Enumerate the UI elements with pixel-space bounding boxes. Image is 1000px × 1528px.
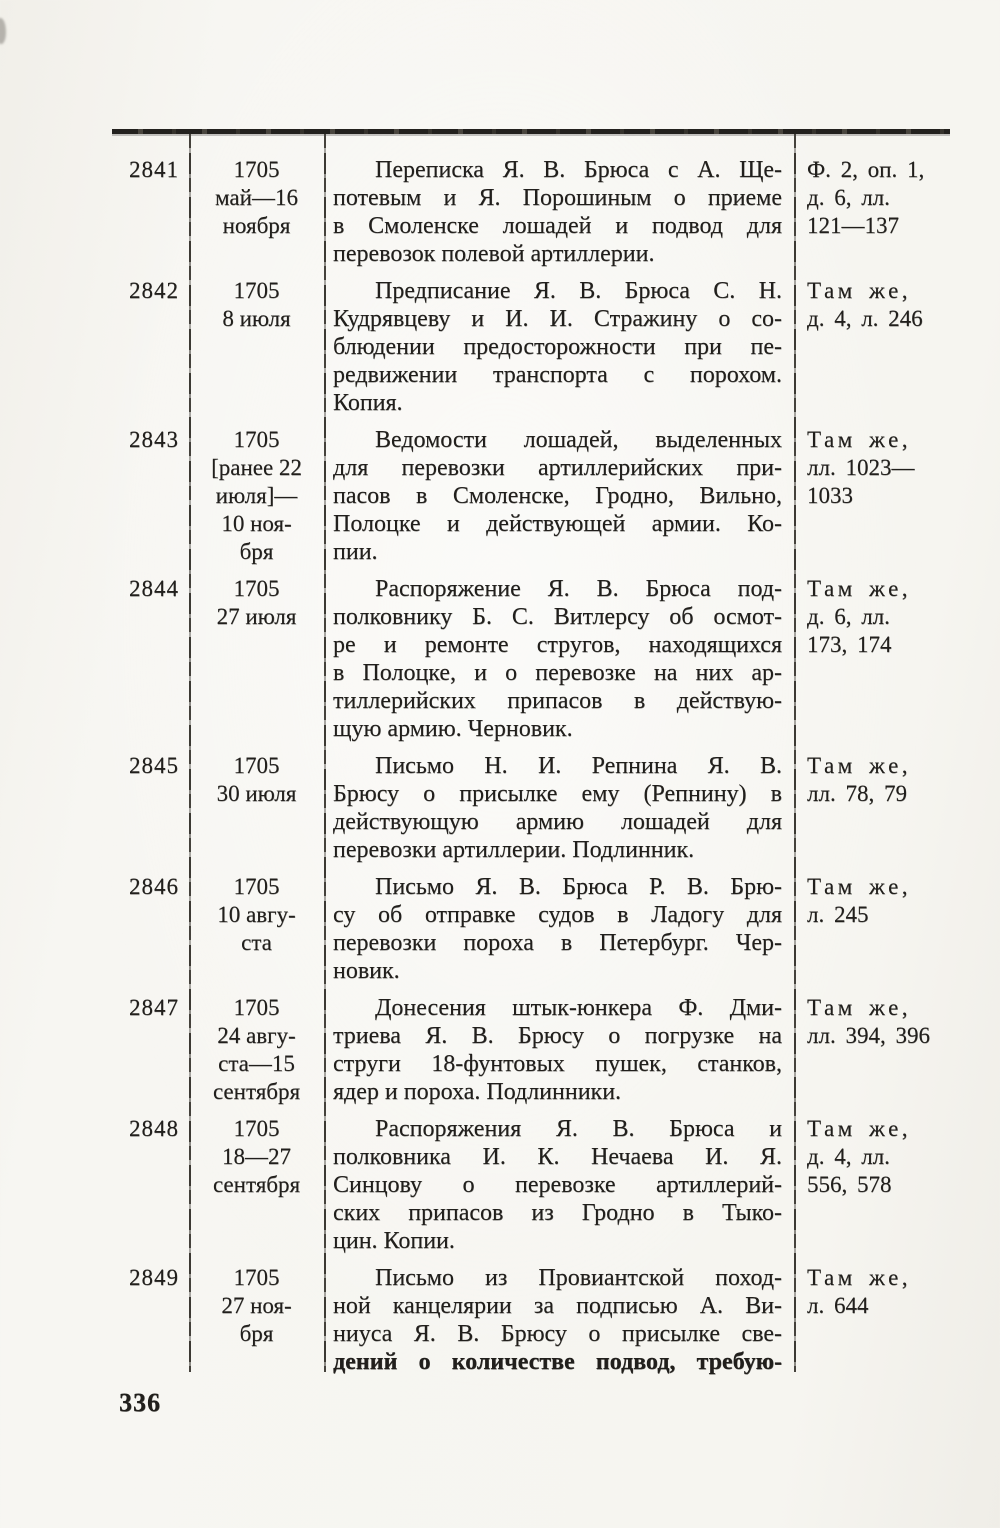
- reference-line: 1033: [807, 483, 853, 508]
- entry-number: 2849: [129, 1265, 179, 1290]
- reference-line: лл. 1023—: [807, 455, 915, 480]
- table-top-rule: [112, 129, 950, 134]
- catalog-entry: [112, 873, 1000, 985]
- entry-date-line: 1705: [233, 874, 280, 899]
- description-line: Копия.: [333, 390, 403, 416]
- entry-reference: [794, 575, 1000, 743]
- description-line: су об отправке судов в Ладогу для: [333, 902, 782, 928]
- entry-number: 2842: [129, 278, 179, 303]
- catalog-entry: [112, 277, 1000, 417]
- entry-reference: [794, 1264, 1000, 1376]
- description-line: пасов в Смоленске, Гродно, Вильно,: [333, 483, 782, 509]
- description-line: блюдении предосторожности при пе-: [333, 334, 782, 360]
- entry-number: 2844: [129, 576, 179, 601]
- entry-date-line: 8 июля: [222, 306, 291, 331]
- entry-date-line: 30 июля: [216, 781, 297, 806]
- catalog-entry: [112, 994, 1000, 1106]
- description-line: в Полоцке, и о перевозке на них ар-: [333, 660, 782, 686]
- entry-date-line: 18—27: [222, 1144, 291, 1169]
- description-line: ядер и пороха. Подлинники.: [333, 1079, 622, 1105]
- description-line: потевым и Я. Порошиным о приеме: [333, 185, 782, 211]
- description-line: Распоряжение Я. В. Брюса под-: [375, 576, 782, 602]
- description-line: Распоряжения Я. В. Брюса и: [375, 1116, 782, 1142]
- description-line: ниуса Я. В. Брюсу о присылке све-: [333, 1321, 782, 1347]
- description-line: цин. Копии.: [333, 1228, 455, 1254]
- entry-number: 2841: [129, 157, 179, 182]
- entry-number: 2843: [129, 427, 179, 452]
- description-line: струги 18-фунтовых пушек, станков,: [333, 1051, 782, 1077]
- reference-line: лл. 78, 79: [807, 781, 907, 806]
- description-line: Ведомости лошадей, выделенных: [375, 427, 782, 453]
- entry-date-line: 1705: [233, 1265, 280, 1290]
- description-line: дений о количестве подвод, требую-: [333, 1349, 782, 1375]
- entry-date: [189, 156, 324, 268]
- entry-date: [189, 994, 324, 1106]
- description-line: Предписание Я. В. Брюса С. Н.: [375, 278, 782, 304]
- reference-line: д. 6, лл.: [807, 604, 890, 629]
- entry-date-line: 1705: [233, 157, 280, 182]
- reference-line: Там же,: [807, 753, 912, 778]
- entry-reference: [794, 277, 1000, 417]
- reference-line: Там же,: [807, 995, 912, 1020]
- entry-date-line: сентября: [212, 1079, 301, 1104]
- description-line: пии.: [333, 539, 378, 565]
- entry-reference: [794, 426, 1000, 566]
- reference-line: Там же,: [807, 1265, 912, 1290]
- entry-date-line: сентября: [212, 1172, 301, 1197]
- description-line: Полоцке и действующей армии. Ко-: [333, 511, 782, 537]
- description-line: ских припасов из Гродно в Тыко-: [333, 1200, 782, 1226]
- entry-date-line: май—16: [215, 185, 298, 210]
- entry-date-line: 1705: [233, 278, 280, 303]
- description-line: Письмо из Провиантской поход-: [375, 1265, 782, 1291]
- reference-line: Там же,: [807, 576, 912, 601]
- entry-date-line: 10 ноя-: [221, 511, 292, 536]
- description-line: полковнику Б. С. Витлерсу об осмот-: [333, 604, 782, 630]
- entry-reference: [794, 156, 1000, 268]
- entry-number: 2848: [129, 1116, 179, 1141]
- description-line: перевозки пороха в Петербург. Чер-: [333, 930, 782, 956]
- entry-date-line: 1705: [233, 753, 280, 778]
- entry-description: [324, 994, 794, 1106]
- reference-line: л. 245: [807, 902, 869, 927]
- entry-description: [324, 156, 794, 268]
- entry-number: 2846: [129, 874, 179, 899]
- entry-date: [189, 426, 324, 566]
- entry-date-line: бря: [239, 1321, 274, 1346]
- description-line: для перевозки артиллерийских при-: [333, 455, 782, 481]
- entry-reference: [794, 1115, 1000, 1255]
- description-line: полковника И. К. Нечаева И. Я.: [333, 1144, 782, 1170]
- page-number: 336: [119, 1388, 161, 1417]
- reference-line: Там же,: [807, 1116, 912, 1141]
- reference-line: л. 644: [807, 1293, 869, 1318]
- description-line: редвижении транспорта с порохом.: [333, 362, 782, 388]
- entry-date-line: ста—15: [218, 1051, 295, 1076]
- catalog-entry: [112, 1115, 1000, 1255]
- description-line: перевозки артиллерии. Подлинник.: [333, 837, 695, 863]
- entry-date-line: июля]—: [215, 483, 298, 508]
- entry-reference: [794, 873, 1000, 985]
- entry-description: [324, 277, 794, 417]
- entry-reference: [794, 752, 1000, 864]
- entry-date-line: 10 авгу-: [217, 902, 296, 927]
- reference-line: 173, 174: [807, 632, 892, 657]
- entry-date-line: ста: [241, 930, 272, 955]
- entry-date-line: 27 июля: [216, 604, 297, 629]
- description-line: Кудрявцеву и И. И. Стражину о со-: [333, 306, 782, 332]
- entry-description: [324, 752, 794, 864]
- entry-date: [189, 575, 324, 743]
- description-line: Письмо Я. В. Брюса Р. В. Брю-: [375, 874, 782, 900]
- entry-number: 2847: [129, 995, 179, 1020]
- entry-date-line: [ранее 22: [211, 455, 302, 480]
- entry-date-line: 1705: [233, 427, 280, 452]
- entry-date-line: 1705: [233, 576, 280, 601]
- entry-date-line: 1705: [233, 1116, 280, 1141]
- reference-line: 121—137: [807, 213, 899, 238]
- entry-description: [324, 1115, 794, 1255]
- entry-date: [189, 873, 324, 985]
- entry-date-line: 1705: [233, 995, 280, 1020]
- description-line: Письмо Н. И. Репнина Я. В.: [375, 753, 782, 779]
- description-line: ре и ремонте стругов, находящихся: [333, 632, 782, 658]
- description-line: Синцову о перевозке артиллерий-: [333, 1172, 782, 1198]
- catalog-table: [112, 140, 1000, 1376]
- reference-line: Там же,: [807, 278, 912, 303]
- scan-smudge: [0, 18, 6, 44]
- catalog-entry: [112, 426, 1000, 566]
- reference-line: Ф. 2, оп. 1,: [807, 157, 925, 182]
- reference-line: д. 6, лл.: [807, 185, 890, 210]
- entry-date-line: ноября: [222, 213, 291, 238]
- description-line: действующую армию лошадей для: [333, 809, 782, 835]
- reference-line: Там же,: [807, 874, 912, 899]
- catalog-entry: [112, 752, 1000, 864]
- entry-date-line: бря: [239, 539, 274, 564]
- reference-line: д. 4, л. 246: [807, 306, 923, 331]
- catalog-entry: [112, 156, 1000, 268]
- reference-line: лл. 394, 396: [807, 1023, 930, 1048]
- entry-description: [324, 873, 794, 985]
- catalog-entry: [112, 575, 1000, 743]
- entry-reference: [794, 994, 1000, 1106]
- entry-date-line: 27 ноя-: [221, 1293, 292, 1318]
- entry-number: 2845: [129, 753, 179, 778]
- reference-line: д. 4, лл.: [807, 1144, 890, 1169]
- entry-date: [189, 277, 324, 417]
- description-line: Брюсу о присылке ему (Репнину) в: [333, 781, 782, 807]
- entry-description: [324, 1264, 794, 1376]
- entry-date: [189, 1264, 324, 1376]
- entry-date-line: 24 авгу-: [217, 1023, 296, 1048]
- entry-description: [324, 426, 794, 566]
- entry-date: [189, 752, 324, 864]
- description-line: Донесения штык-юнкера Ф. Дми-: [375, 995, 782, 1021]
- catalog-entry: [112, 1264, 1000, 1376]
- reference-line: Там же,: [807, 427, 912, 452]
- entry-description: [324, 575, 794, 743]
- description-line: триева Я. В. Брюсу о погрузке на: [333, 1023, 782, 1049]
- entry-date: [189, 1115, 324, 1255]
- reference-line: 556, 578: [807, 1172, 892, 1197]
- description-line: перевозок полевой артиллерии.: [333, 241, 655, 267]
- description-line: щую армию. Черновик.: [333, 716, 573, 742]
- description-line: в Смоленске лошадей и подвод для: [333, 213, 782, 239]
- description-line: Переписка Я. В. Брюса с А. Ще-: [375, 157, 782, 183]
- description-line: тиллерийских припасов в действую-: [333, 688, 782, 714]
- description-line: ной канцелярии за подписью А. Ви-: [333, 1293, 782, 1319]
- description-line: новик.: [333, 958, 400, 984]
